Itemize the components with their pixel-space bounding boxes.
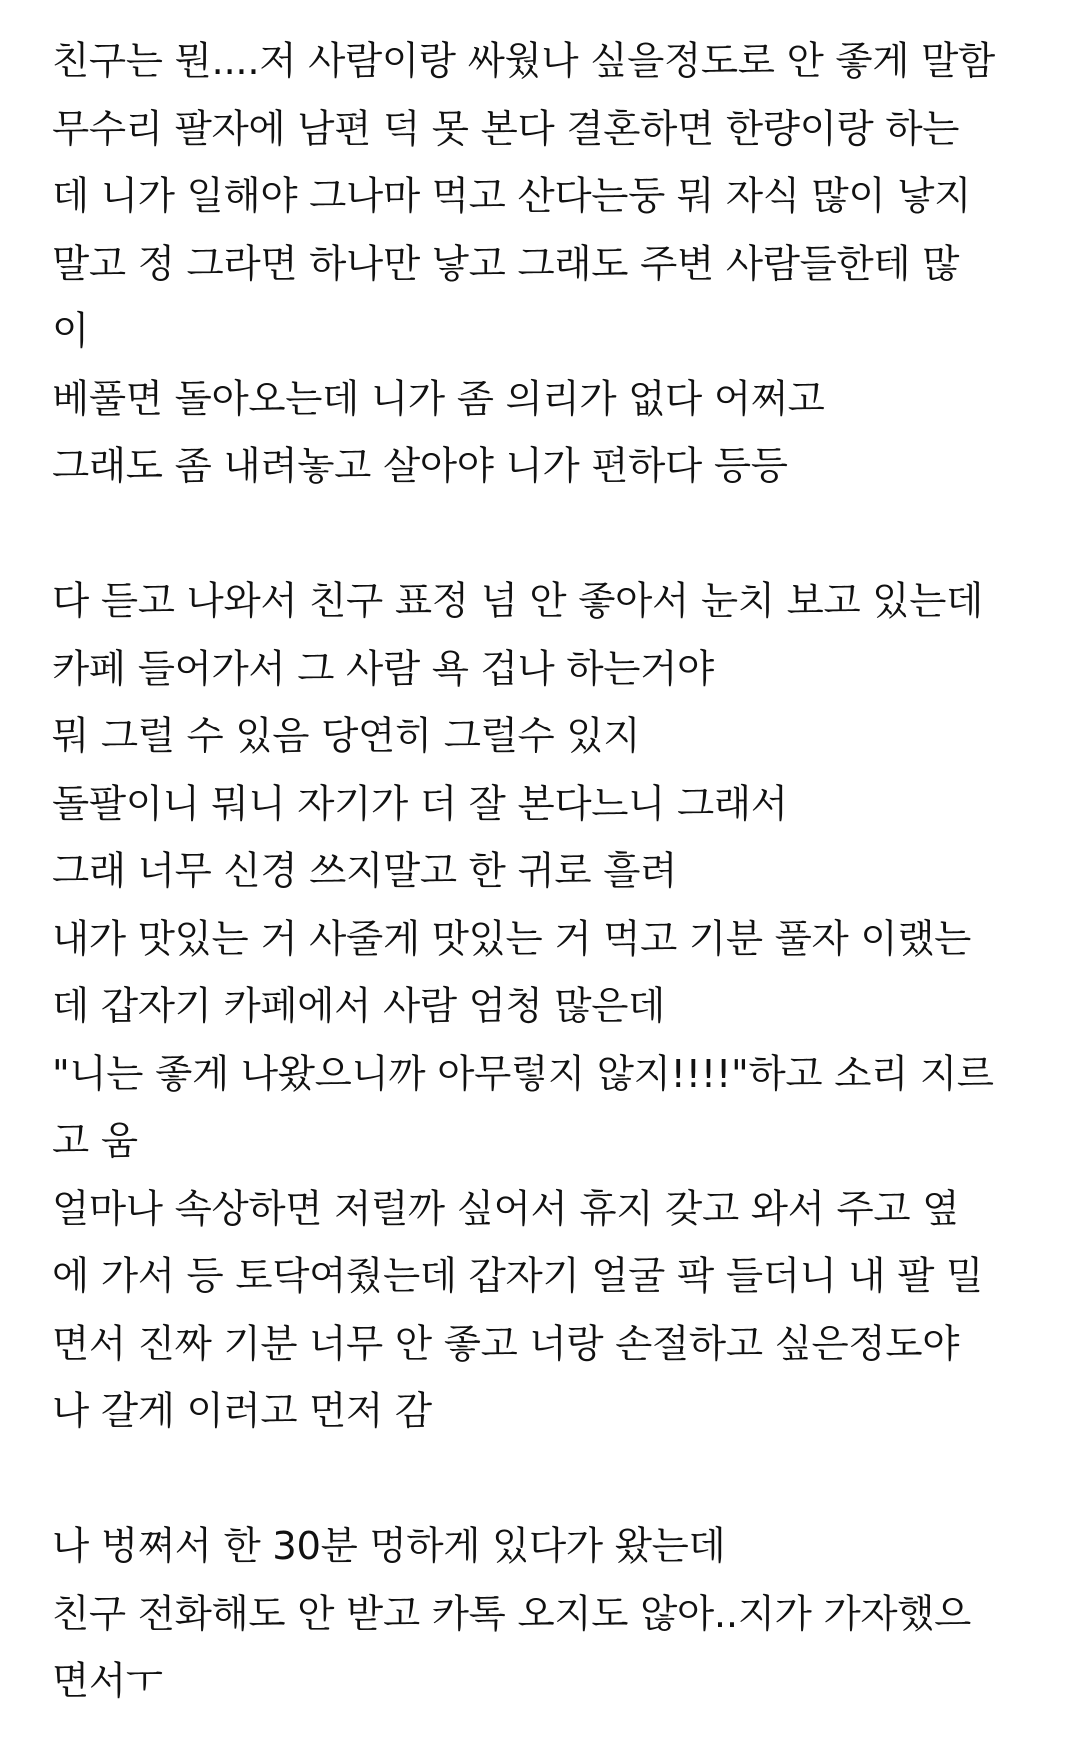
paragraph-1 <box>52 28 1062 501</box>
text-line: 뭐 그럴 수 있음 당연히 그럴수 있지 <box>52 714 641 759</box>
paragraph-gap <box>52 1446 1062 1514</box>
paragraph-gap <box>52 501 1062 569</box>
post-body <box>52 28 1062 1716</box>
text-line: 면서 진짜 기분 너무 안 좋고 너랑 손절하고 싶은정도야 <box>52 1321 960 1367</box>
text-line: 다 듣고 나와서 친구 표정 넘 안 좋아서 눈치 보고 있는데 <box>52 579 983 624</box>
text-line: 얼마나 속상하면 저럴까 싶어서 휴지 갖고 와서 주고 옆 <box>52 1186 960 1232</box>
paragraph-2 <box>52 568 1062 1446</box>
text-line: 면서ㅜ <box>52 1659 163 1704</box>
text-line: "니는 좋게 나왔으니까 아무렇지 않지!!!!"하고 소리 지르 <box>52 1051 994 1097</box>
text-line: 그래도 좀 내려놓고 살아야 니가 편하다 등등 <box>52 444 788 489</box>
text-line: 나 갈게 이러고 먼저 감 <box>52 1389 432 1434</box>
text-line: 말고 정 그라면 하나만 낳고 그래도 주변 사람들한테 많 <box>52 241 960 287</box>
text-line: 카페 들어가서 그 사람 욕 겁나 하는거야 <box>52 646 714 692</box>
text-line: 나 벙쪄서 한 30분 멍하게 있다가 왔는데 <box>52 1524 726 1569</box>
text-line: 고 움 <box>52 1119 138 1164</box>
text-line: 친구 전화해도 안 받고 카톡 오지도 않아..지가 가자했으 <box>52 1591 972 1637</box>
text-line: 무수리 팔자에 남편 덕 못 본다 결혼하면 한량이랑 하는 <box>52 106 960 152</box>
text-line: 데 니가 일해야 그나마 먹고 산다는둥 뭐 자식 많이 낳지 <box>52 174 972 219</box>
text-line: 내가 맛있는 거 사줄게 맛있는 거 먹고 기분 풀자 이랬는 <box>52 916 972 962</box>
text-line: 이 <box>52 309 89 354</box>
text-line: 친구는 뭔....저 사람이랑 싸웠나 싶을정도로 안 좋게 말함 <box>52 39 995 84</box>
text-line: 에 가서 등 토닥여줬는데 갑자기 얼굴 팍 들더니 내 팔 밀 <box>52 1254 983 1299</box>
text-line: 돌팔이니 뭐니 자기가 더 잘 본다느니 그래서 <box>52 781 788 827</box>
text-line: 그래 너무 신경 쓰지말고 한 귀로 흘려 <box>52 849 677 894</box>
text-line: 베풀면 돌아오는데 니가 좀 의리가 없다 어쩌고 <box>52 376 825 422</box>
paragraph-3 <box>52 1513 1062 1716</box>
text-line: 데 갑자기 카페에서 사람 엄청 많은데 <box>52 984 666 1029</box>
